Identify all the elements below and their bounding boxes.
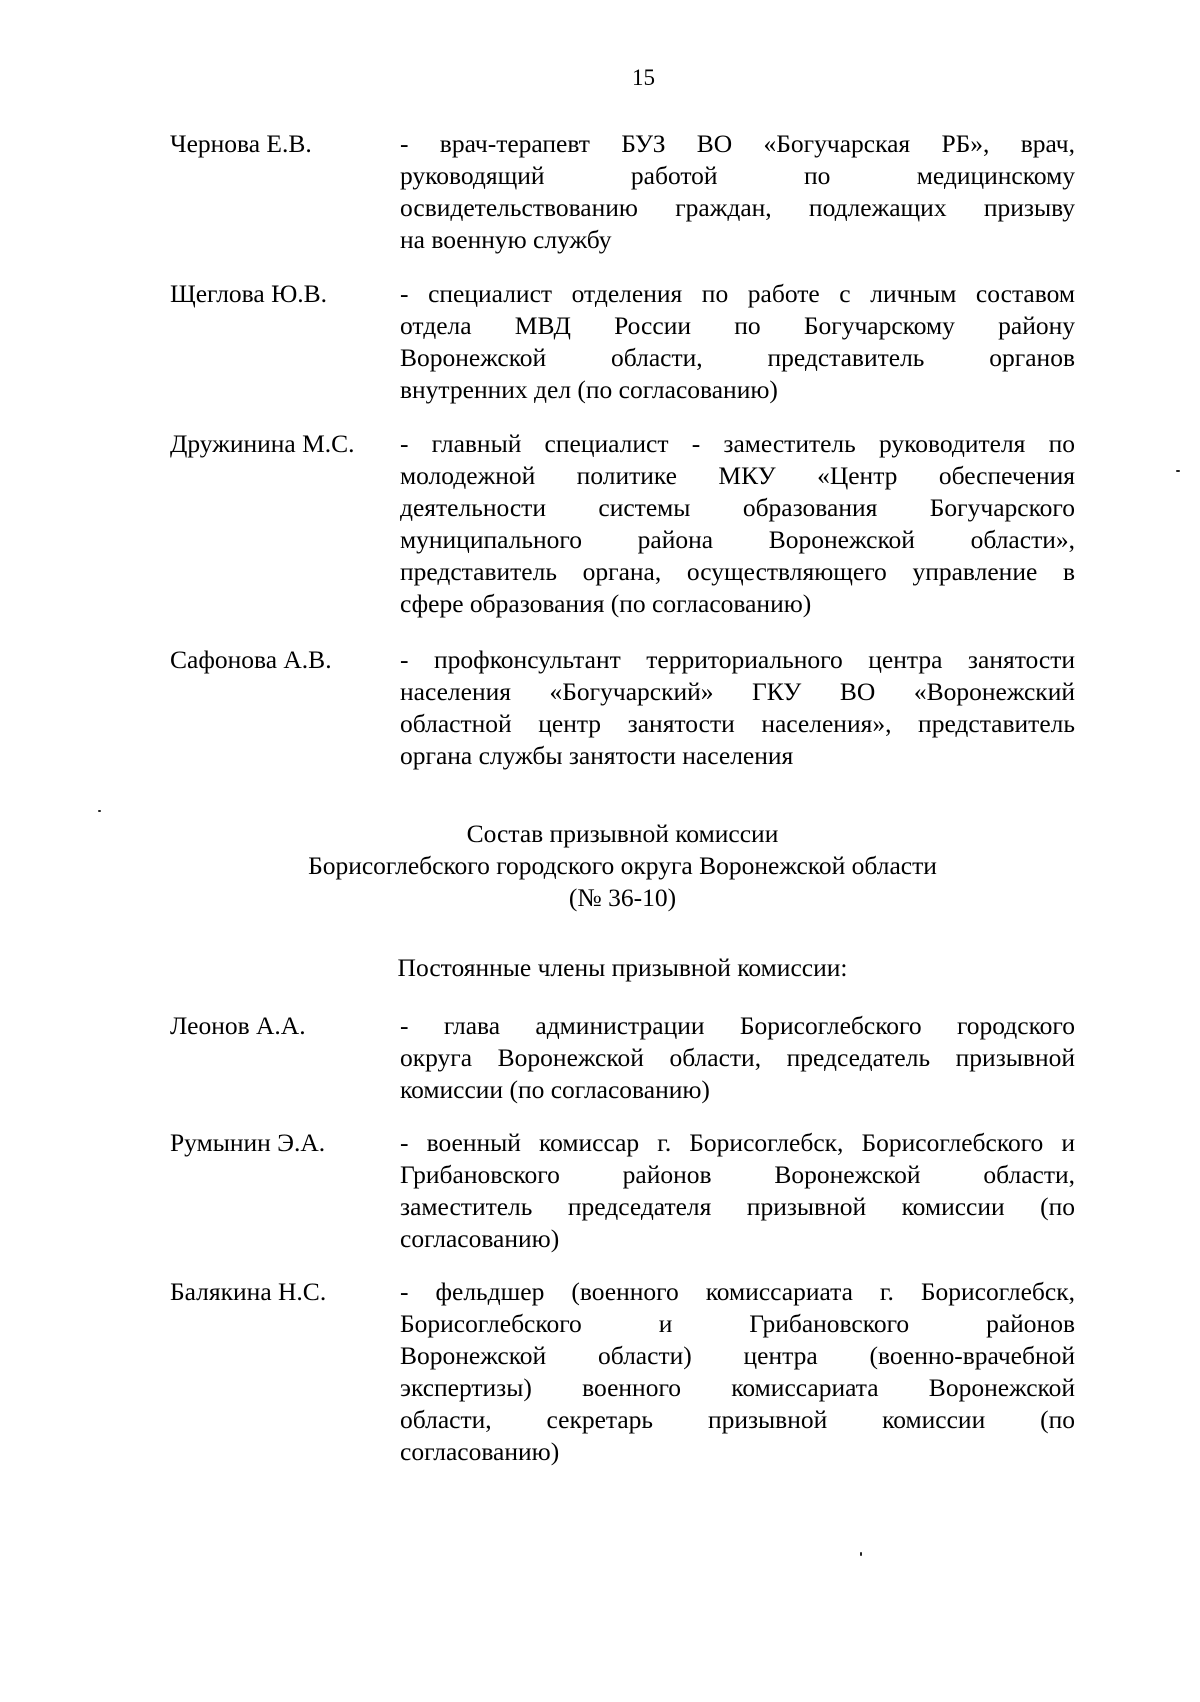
section-heading — [170, 818, 1075, 914]
permanent-members-heading — [170, 952, 1075, 984]
description-line: сфере образования (по согласованию) — [400, 589, 812, 618]
description-line: на военную службу — [400, 225, 612, 254]
member-entry — [170, 1010, 1075, 1106]
member-description — [400, 1127, 1075, 1255]
section-heading-line-1: Состав призывной комиссии — [466, 819, 779, 848]
member-description — [400, 428, 1075, 620]
description-line: Борисоглебского и Грибановского районов — [400, 1309, 1075, 1338]
description-line: представитель органа, осуществляющего управление в — [400, 557, 1075, 586]
description-line: экспертизы) военного комиссариата Воронежской — [400, 1373, 1075, 1402]
permanent-members-heading-text: Постоянные члены призывной комиссии: — [397, 953, 848, 982]
description-line: руководящий работой по медицинскому — [400, 161, 1075, 190]
description-line: заместитель председателя призывной комиссии (по — [400, 1192, 1075, 1221]
scan-speck — [98, 810, 101, 812]
description-line: - глава администрации Борисоглебского городского — [400, 1011, 1075, 1040]
member-description — [400, 1276, 1075, 1468]
description-line: - профконсультант территориального центра занятости — [400, 645, 1075, 674]
member-description — [400, 278, 1075, 406]
member-name: Балякина Н.С. — [170, 1277, 327, 1306]
member-description — [400, 1010, 1075, 1106]
member-name: Сафонова А.В. — [170, 645, 332, 674]
description-line: согласованию) — [400, 1224, 560, 1253]
description-line: внутренних дел (по согласованию) — [400, 375, 778, 404]
description-line: - военный комиссар г. Борисоглебск, Борисоглебского и — [400, 1128, 1075, 1157]
description-line: Грибановского районов Воронежской области, — [400, 1160, 1075, 1189]
description-line: деятельности системы образования Богучарского — [400, 493, 1075, 522]
description-line: отдела МВД России по Богучарскому району — [400, 311, 1075, 340]
member-entry — [170, 1127, 1075, 1255]
description-line: молодежной политике МКУ «Центр обеспечения — [400, 461, 1075, 490]
member-name: Чернова Е.В. — [170, 129, 312, 158]
description-line: - специалист отделения по работе с личным составом — [400, 279, 1075, 308]
description-line: согласованию) — [400, 1437, 560, 1466]
page-number: 15 — [632, 65, 655, 90]
member-entry — [170, 1276, 1075, 1468]
description-line: Воронежской области) центра (военно-врачебной — [400, 1341, 1075, 1370]
member-name: Щеглова Ю.В. — [170, 279, 328, 308]
section-heading-line-2: Борисоглебского городского округа Воронежской области — [308, 851, 937, 880]
member-name: Леонов А.А. — [170, 1011, 306, 1040]
description-line: комиссии (по согласованию) — [400, 1075, 710, 1104]
member-name: Румынин Э.А. — [170, 1128, 326, 1157]
member-entry — [170, 428, 1075, 620]
description-line: освидетельствованию граждан, подлежащих призыву — [400, 193, 1075, 222]
description-line: - врач-терапевт БУЗ ВО «Богучарская РБ», врач, — [400, 129, 1075, 158]
member-description — [400, 644, 1075, 772]
member-entry — [170, 128, 1075, 256]
description-line: - фельдшер (военного комиссариата г. Борисоглебск, — [400, 1277, 1075, 1306]
description-line: областной центр занятости населения», представитель — [400, 709, 1075, 738]
description-line: Воронежской области, представитель органов — [400, 343, 1075, 372]
description-line: области, секретарь призывной комиссии (по — [400, 1405, 1075, 1434]
member-description — [400, 128, 1075, 256]
scan-speck — [1176, 470, 1180, 472]
description-line: округа Воронежской области, председатель призывной — [400, 1043, 1075, 1072]
description-line: органа службы занятости населения — [400, 741, 794, 770]
description-line: населения «Богучарский» ГКУ ВО «Воронежский — [400, 677, 1075, 706]
section-heading-line-3: (№ 36-10) — [568, 883, 677, 912]
description-line: муниципального района Воронежской области», — [400, 525, 1075, 554]
member-entry — [170, 278, 1075, 406]
description-line: - главный специалист - заместитель руководителя по — [400, 429, 1075, 458]
member-entry — [170, 644, 1075, 772]
scan-speck — [860, 1552, 862, 1556]
member-name: Дружинина М.С. — [170, 429, 355, 458]
